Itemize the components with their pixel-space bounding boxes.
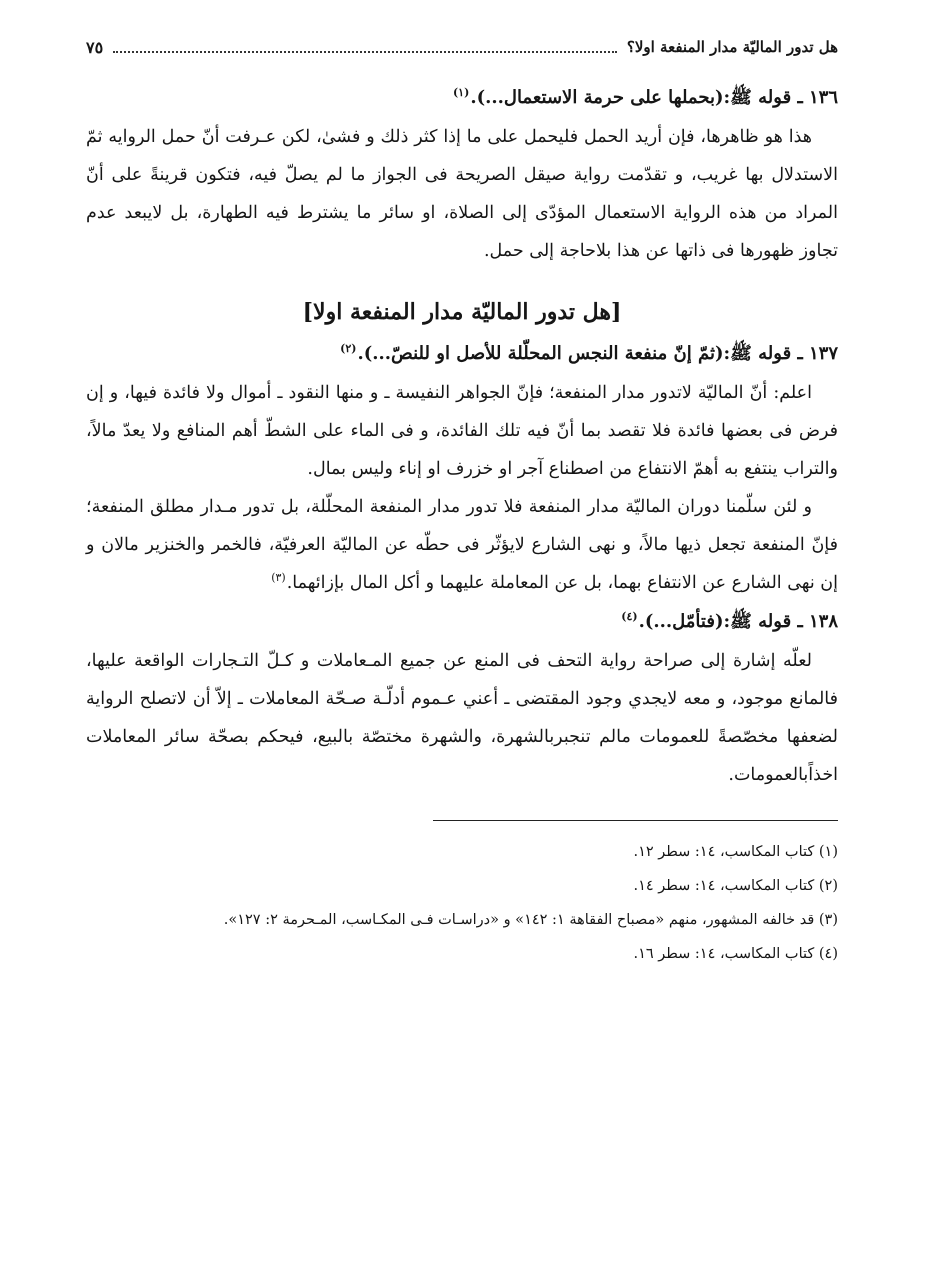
entry-136-paragraph: هذا هو ظاهرها، فإن أريد الحمل فليحمل على ما إذا كثر ذلك و فشىٰ، لكن عـرفت أنّ حمل الروايه ثمّ الاستدلال بها غريب، و تقدّمت رواية صيقل الصريحة فى الجواز ما لم يصلّ فيه، فتكون قرينةً على أنّ المراد من هذه الرواية الاستعمال المؤدّى إلى الصلاة، او سائر ما يشترط فيه الطهارة، بل لايبعد عدم تجاوز ظهورها فى ذاتها عن هذا بلاحاجة إلى حمل. xyxy=(86,127,838,261)
running-header xyxy=(86,30,838,64)
book-page xyxy=(86,30,838,1250)
footnote-3: (٣) قد خالفه المشهور، منهم «مصباح الفقاهة ١: ١٤٢» و «دراسـات فـى المكـاسب، المـحرمة ٢: ١٢٧». xyxy=(223,912,838,928)
entry-137-label: ١٣٧ ـ قوله ﷺ: xyxy=(723,343,838,364)
footnote-4: (٤) كتاب المكاسب، ١٤: سطر ١٦. xyxy=(633,946,838,962)
section-title: [هل تدور الماليّة مدار المنفعة اولا] xyxy=(302,299,622,325)
entry-137-quote: (ثمّ إنّ منفعة النجس المحلّلة للأصل او للنصّ...). xyxy=(357,343,724,364)
footnote-2: (٢) كتاب المكاسب، ١٤: سطر ١٤. xyxy=(633,878,838,894)
footnote-ref-1[interactable]: (١) xyxy=(452,86,470,99)
footnote-ref-4[interactable]: (٤) xyxy=(621,610,638,623)
entry-138-label: ١٣٨ ـ قوله ﷺ: xyxy=(723,611,838,632)
entry-138-heading xyxy=(86,602,838,642)
leader-dots xyxy=(113,51,617,53)
entry-136-label: ١٣٦ ـ قوله ﷺ: xyxy=(723,87,838,108)
entry-136-heading xyxy=(86,78,838,118)
footnote-separator xyxy=(433,820,838,821)
entry-138-quote: (فتأمّل...). xyxy=(638,611,724,632)
main-text xyxy=(86,78,838,794)
footnote-ref-2[interactable]: (٢) xyxy=(340,342,357,355)
footnotes xyxy=(86,835,838,971)
entry-137-paragraph-2-text: و لئن سلّمنا دوران الماليّة مدار المنفعة فلا تدور مدار المنفعة المحلّلة، بل تدور مـدار مطلق المنفعة؛ فإنّ المنفعة تجعل ذيها مالاً، و نهى الشارع لايؤثّر فى حطّه عن الماليّة العرفيّة، فالخمر والخنزير مالان و إن نهى الشارع عن الانتفاع بهما، بل عن المعاملة عليهما و أكل المال بإزائهما. xyxy=(86,497,838,593)
entry-137-paragraph-2 xyxy=(86,488,838,602)
entry-137-heading xyxy=(86,334,838,374)
footnote-ref-3[interactable]: (٣) xyxy=(271,571,286,585)
running-header-title: هل تدور الماليّة مدار المنفعة اولا؟ xyxy=(626,38,838,56)
entry-137-paragraph-1: اعلم: أنّ الماليّة لاتدور مدار المنفعة؛ فإنّ الجواهر النفيسة ـ و منها النقود ـ أموال ولا فائدة فيها، و إن فرض فى بعضها فائدة فلا تقصد بما أنّ فيه تلك الفائدة، و فى الماء على الشطّ أهم المنافع ولا يعدّ مالاً، والتراب ينتفع به أهمّ الانتفاع من اصطناع آجر او خزرف او إناء وليس بمال. xyxy=(86,383,838,479)
entry-136-quote: (بحملها على حرمة الاستعمال...). xyxy=(470,87,724,108)
footnote-1: (١) كتاب المكاسب، ١٤: سطر ١٢. xyxy=(633,844,838,860)
entry-138-paragraph: لعلّه إشارة إلى صراحة رواية التحف فى المنع عن جميع المـعاملات و كـلّ التـجارات الواقعة عليها، فالمانع موجود، و معه لايجدي وجود المقتضى ـ أعني عـموم أدلّـة صـحّة المعاملات ـ إلاّ أن لاتصلح الرواية لضعفها مخصّصةً للعمومات مالم تنجبربالشهرة، والشهرة مختصّة بالبيع، فيحكم بصحّة سائر المعاملات اخذاًبالعمومات. xyxy=(86,651,838,785)
page-number: ٧٥ xyxy=(86,37,104,57)
